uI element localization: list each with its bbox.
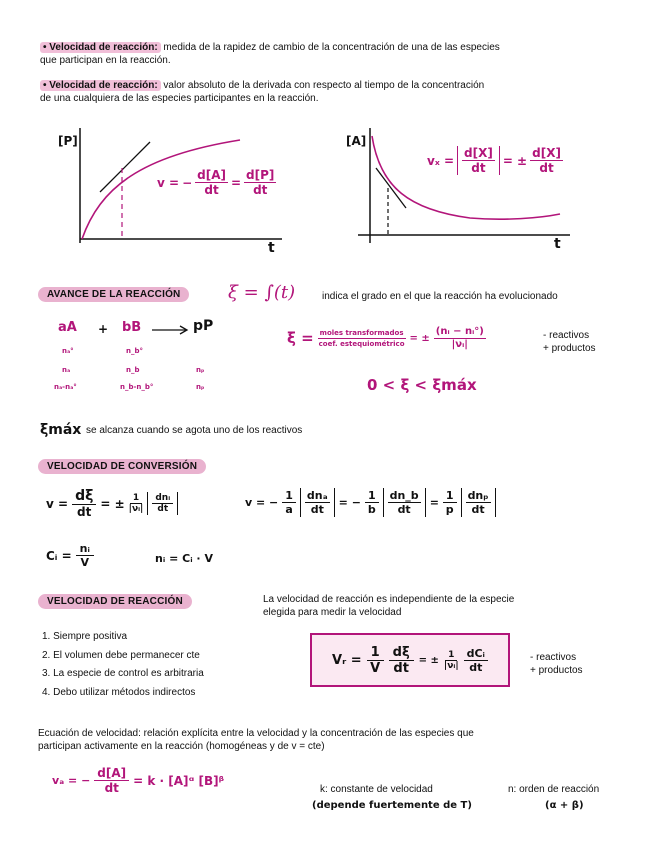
rate-law-rhs: = k · [A]ᵅ [B]ᵝ [133, 773, 224, 788]
reaccion-desc-1: La velocidad de reacción es independiente de la especie [263, 594, 515, 605]
box-den1: V [370, 660, 381, 676]
reaction-arrow-icon [152, 324, 192, 336]
left-eq-lhs: v = [157, 175, 180, 190]
ximax-text: se alcanza cuando se agota uno de los reactivos [86, 425, 303, 436]
ecuacion-description [38, 728, 638, 753]
avance-function: ξ = ∫(t) [228, 282, 296, 303]
conv1-mid: = ± [100, 496, 125, 511]
xi-mid: = ± [409, 332, 430, 344]
row2-a: nₐ [62, 366, 71, 374]
left-eq-num1: d[A] [197, 168, 226, 182]
conv2-eq1: = − [338, 496, 361, 509]
row1-b: n_b° [126, 347, 143, 355]
xi-lhs: ξ = [287, 329, 314, 347]
right-eq-lhs: vₓ = [427, 153, 455, 168]
xi-num: moles transformados [319, 328, 404, 337]
list-item: 3. La especie de control es arbitraria [42, 668, 204, 679]
n-label: n: orden de reacción [508, 784, 600, 795]
conversion-equation-1 [46, 488, 178, 519]
conv1-b-den: dt [157, 504, 169, 514]
conv1-lhs: v = [46, 496, 69, 511]
left-eq-sign: − [182, 175, 193, 190]
left-rate-equation [157, 168, 276, 197]
conv1-num: dξ [72, 488, 96, 505]
box-num3: 1 [445, 650, 457, 661]
reaccion-list [42, 628, 204, 702]
list-item: 1. Siempre positiva [42, 631, 128, 642]
box-mid: = ± [418, 654, 439, 666]
left-graph-xlabel: t [268, 240, 275, 256]
avance-description: indica el grado en el que la reacción ha evolucionado [322, 291, 558, 302]
ci-num: nᵢ [76, 542, 94, 556]
conv2-a: a [285, 503, 293, 516]
box-num2: dξ [389, 645, 414, 661]
rate-law-lhs: vₐ = − [52, 774, 91, 787]
reaccion-pill: VELOCIDAD DE REACCIÓN [38, 594, 192, 609]
rate-law-den: dt [104, 781, 119, 795]
row2-b: n_b [126, 366, 140, 374]
conv2-lhs: v = − [245, 496, 279, 509]
right-eq-den1: dt [471, 161, 486, 175]
xi-den2: |νᵢ| [451, 339, 468, 350]
n-note: (α + β) [545, 800, 584, 811]
conversion-pill: VELOCIDAD DE CONVERSIÓN [38, 459, 206, 474]
conv2-nP: dnₚ [467, 489, 489, 502]
definition-2 [40, 80, 640, 105]
xi-den: coef. estequiométrico [318, 339, 405, 348]
definition-1-term: • Velocidad de reacción: [40, 42, 161, 53]
conv2-nA: dnₐ [306, 489, 328, 502]
moles-equation: nᵢ = Cᵢ · V [155, 552, 213, 565]
right-eq-num1: d[X] [464, 146, 493, 160]
reaccion-note-reactivos: - reactivos [530, 652, 577, 663]
k-note: (depende fuertemente de T) [312, 800, 472, 811]
conv1-den: dt [77, 505, 92, 519]
reaction-plus: + [98, 322, 109, 336]
ecuacion-text-1: Ecuación de velocidad: relación explícita entre la velocidad y la concentración de las especies que [38, 728, 474, 739]
left-eq-den2: dt [253, 183, 268, 197]
reaccion-note-productos: + productos [530, 665, 583, 676]
concentration-definition [46, 542, 94, 569]
right-rate-equation [427, 146, 563, 175]
box-den4: dt [469, 660, 483, 674]
left-eq-den1: dt [204, 183, 219, 197]
row3-b: n_b-n_b° [120, 383, 154, 391]
rate-law-num: d[A] [94, 766, 129, 781]
k-label: k: constante de velocidad [320, 784, 433, 795]
left-eq-mid: = [230, 175, 242, 190]
definition-1-text: medida de la rapidez de cambio de la concentración de una de las especies [160, 42, 500, 53]
conv2-nB: dn_b [389, 489, 419, 502]
left-eq-num2: d[P] [246, 168, 275, 182]
reaction-bB: bB [122, 320, 142, 335]
conv1-f-num: 1 [130, 493, 142, 504]
conv2-eq2: = [429, 496, 439, 509]
row3-a: nₐ-nₐ° [54, 383, 77, 391]
list-item: 4. Debo utilizar métodos indirectos [42, 686, 196, 698]
xi-num2: (nᵢ − nᵢ°) [435, 326, 484, 337]
reaction-aA: aA [58, 320, 77, 335]
box-den2: dt [393, 660, 409, 676]
box-num4: dCᵢ [464, 647, 488, 661]
conversion-equation-2: v = − $\frac{1}{a}$ dnₐ dt = − $\frac{1}{b}$ $\frac{dn\_b}{dt}$ = $\frac{1}{p}$ dnₚ dt [245, 488, 496, 517]
ci-den: V [80, 556, 90, 569]
definition-1-text-2: que participan en la reacción. [40, 54, 171, 66]
reaction-pP: pP [193, 318, 214, 334]
avance-note-productos: + productos [543, 343, 596, 354]
rate-law-equation [52, 766, 224, 795]
box-lhs: Vᵣ = [332, 652, 362, 668]
right-eq-den2: dt [539, 161, 554, 175]
conv2-p: p [445, 503, 454, 516]
right-graph-ylabel: [A] [346, 134, 367, 148]
list-item: 2. El volumen debe permanecer cte [42, 649, 200, 661]
definition-2-text: valor absoluto de la derivada con respecto al tiempo de la concentración [160, 80, 485, 91]
avance-note-reactivos: - reactivos [543, 330, 590, 341]
row3-p: nₚ [196, 383, 205, 391]
row1-a: nₐ° [62, 347, 74, 355]
right-eq-num2: d[X] [532, 146, 561, 160]
definition-2-term: • Velocidad de reacción: [40, 80, 161, 91]
box-den3: |νᵢ| [443, 660, 459, 671]
definition-1 [40, 42, 640, 67]
conv1-b-num: dnᵢ [152, 493, 173, 504]
box-num1: 1 [367, 645, 384, 661]
reaccion-desc-2: elegida para medir la velocidad [263, 606, 402, 618]
row2-p: nₚ [196, 366, 205, 374]
right-graph-xlabel: t [554, 236, 561, 252]
conv1-f-den: |νᵢ| [128, 504, 144, 514]
ci-lhs: Cᵢ = [46, 548, 72, 563]
definition-2-text-2: de una cualquiera de las especies participantes en la reacción. [40, 92, 319, 104]
right-eq-mid: = ± [502, 153, 528, 168]
reaccion-description [263, 594, 514, 619]
conv2-b: b [367, 503, 376, 516]
ximax-symbol: ξmáx [40, 422, 82, 438]
xi-definition [287, 326, 486, 350]
ecuacion-text-2: participan activamente en la reacción (homogéneas y de v = cte) [38, 740, 325, 752]
xi-inequality: 0 < ξ < ξmáx [367, 376, 477, 394]
avance-pill: AVANCE DE LA REACCIÓN [38, 287, 189, 302]
left-graph-ylabel: [P] [58, 134, 78, 148]
reaction-rate-box [310, 633, 510, 687]
